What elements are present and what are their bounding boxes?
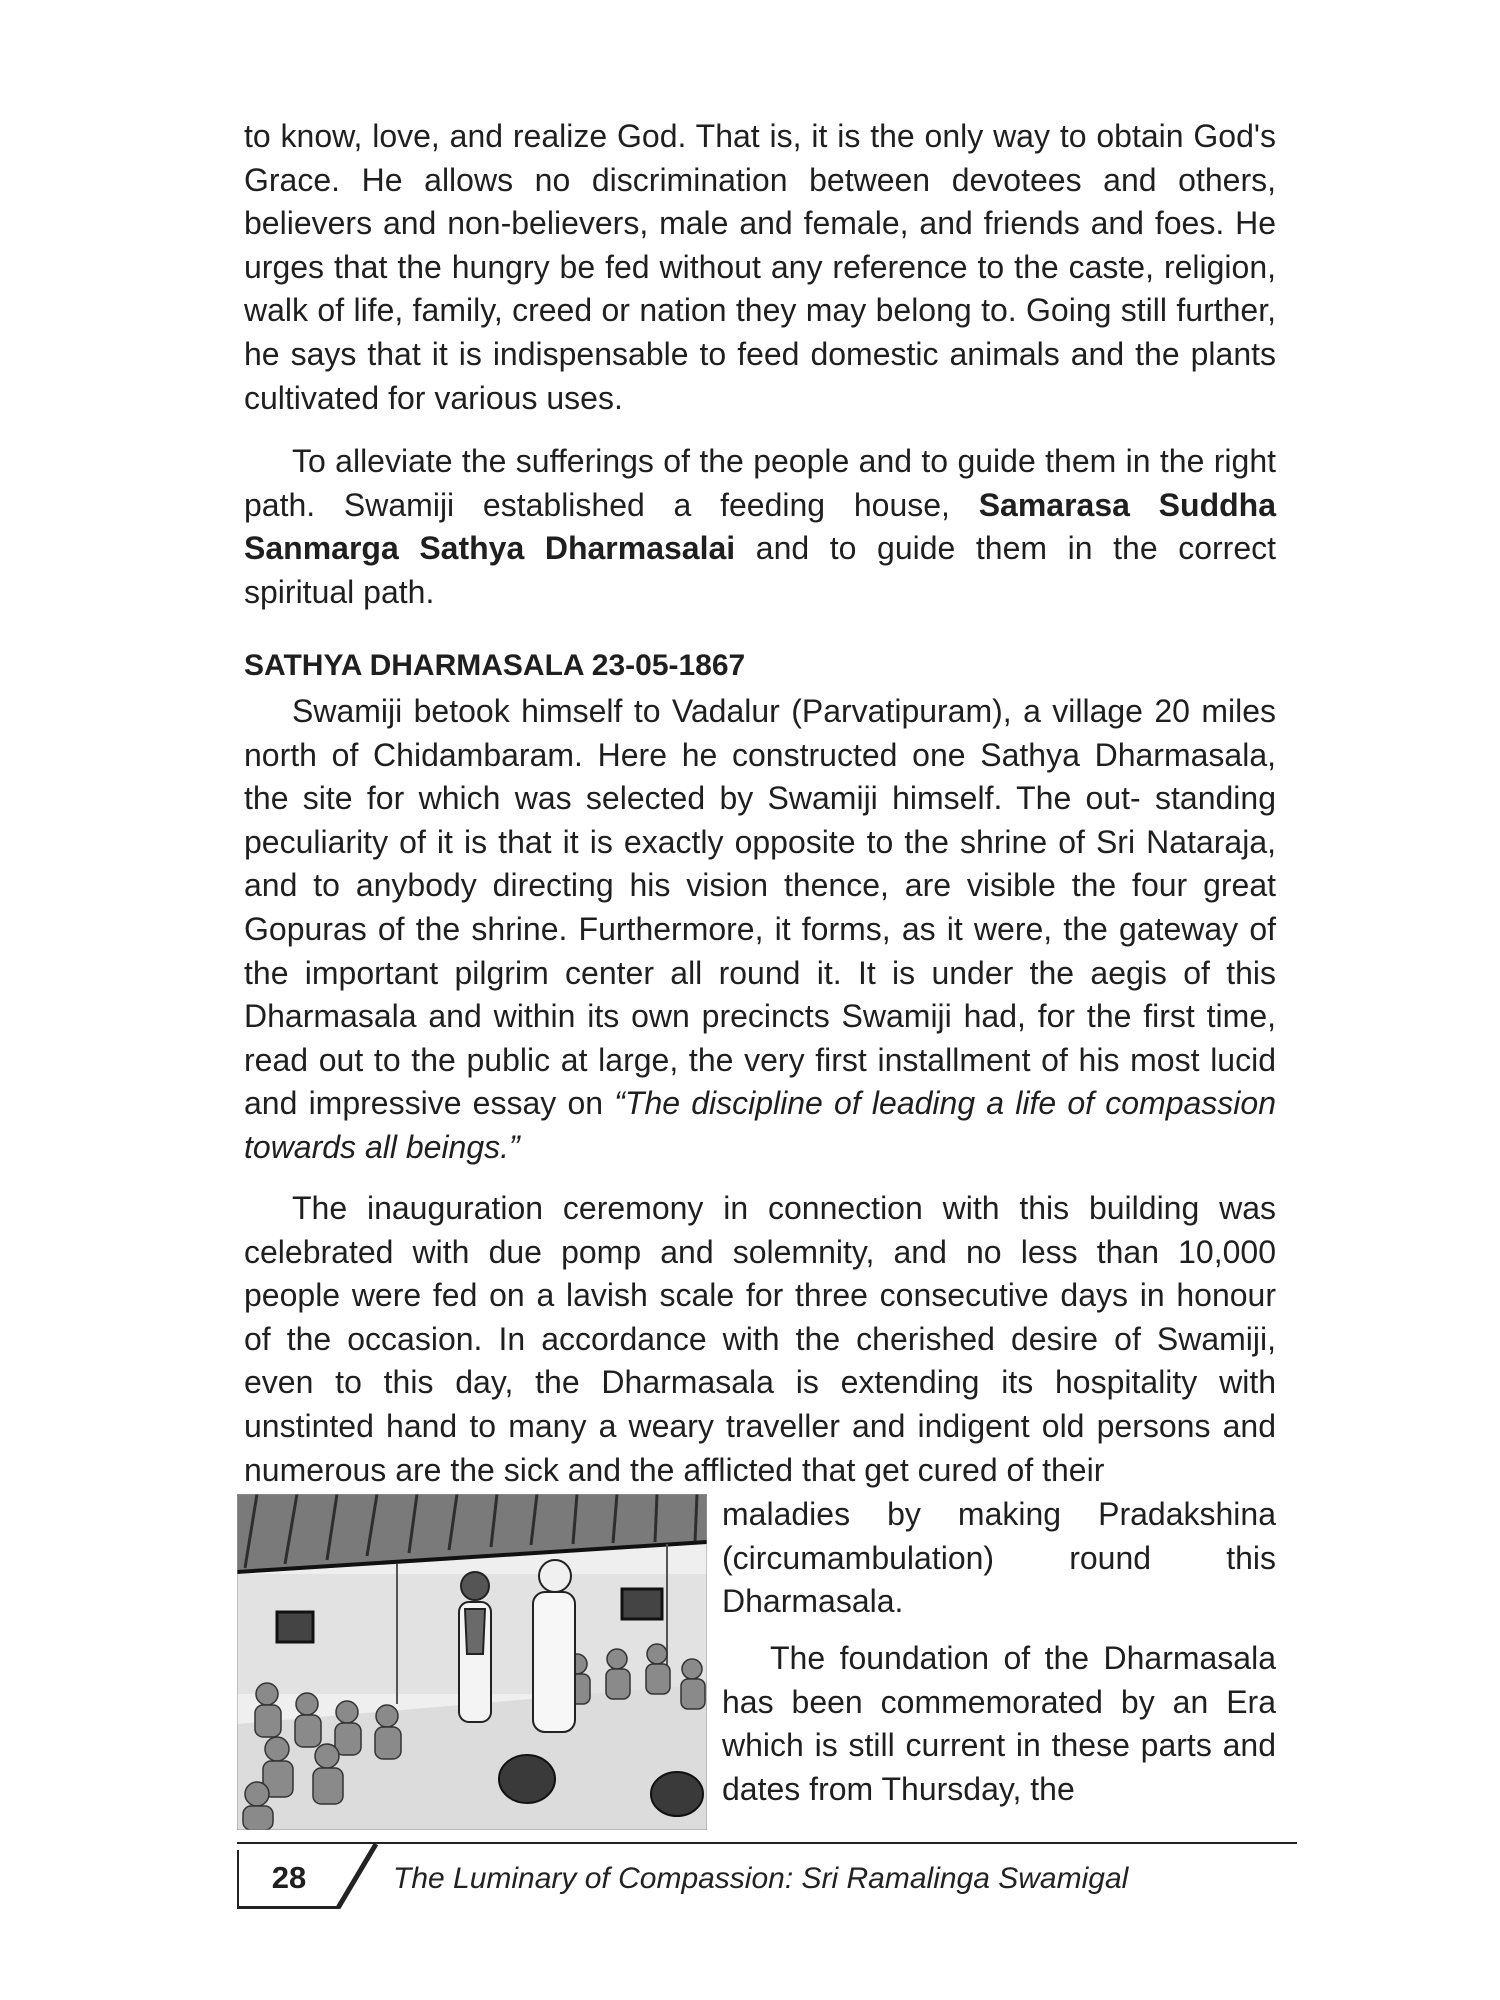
essay-title: “The discipline of leading a life of compassion towards all beings.” xyxy=(244,1085,1277,1165)
footer-rule xyxy=(237,1842,1297,1844)
paragraph-3-start: Swamiji betook himself to Vadalur (Parvatipuram), a village 20 miles north of Chidambaram. Here he constructed one Sathya Dharmasala, the site for which was selected by Swamiji himself. The out- standing peculiarity of it is that it is exactly opposite to the shrine of Sri Nataraja, and to anybody directing his vision thence, are visible the four great Gopuras of the shrine. Furthermore, it forms, as it were, the gateway of the important pilgrim center all round it. It is under the aegis of this Dharmasala and within its own precincts Swamiji had, for the first time, read out to the public at large, the very first installment of his most lucid and impressive essay on xyxy=(244,693,1276,1122)
paragraph-2 xyxy=(244,440,1276,614)
paragraph-2-end: and to guide them in the correct spiritual path. xyxy=(244,530,1277,610)
paragraph-6: The foundation of the Dharmasala has been commemorated by an Era which is still current in these parts and dates from Thursday, the xyxy=(722,1640,1276,1807)
dharmasalai-name: Samarasa Suddha Sanmarga Sathya Dharmasalai xyxy=(244,486,1277,567)
paragraph-4: The inauguration ceremony in connection with this building was celebrated with due pomp and solemnity, and no less than 10,000 people were fed on a lavish scale for three consecutive days in honour of the occasion. In accordance with the cherished desire of Swamiji, even to this day, the Dharmasala is extending its hospitality with unstinted hand to many a weary traveller and indigent old persons and numerous are the sick and the afflicted that get cured of their xyxy=(244,1190,1276,1488)
footer-book-title: The Luminary of Compassion: Sri Ramalinga Swamigal xyxy=(393,1862,1129,1895)
footer-slash-icon xyxy=(330,1842,380,1912)
dharmasala-feeding-illustration xyxy=(237,1494,707,1830)
page-number: 28 xyxy=(237,1850,339,1909)
paragraph-5: maladies by making Pradakshina (circumambulation) round this Dharmasala. xyxy=(722,1496,1276,1620)
paragraph-3 xyxy=(244,690,1276,1170)
paragraph-1: to know, love, and realize God. That is, it is the only way to obtain God's Grace. He allows no discrimination between devotees and others, believers and non-believers, male and female, and friends and foes. He urges that the hungry be fed without any reference to the caste, religion, walk of life, family, creed or nation they may belong to. Going still further, he says that it is indispensable to feed domestic animals and the plants cultivated for various uses. xyxy=(244,118,1276,416)
paragraph-2-start: To alleviate the sufferings of the people and to guide them in the right path. Swamiji established a feeding house, xyxy=(244,443,1276,523)
section-heading: SATHYA DHARMASALA 23-05-1867 xyxy=(244,649,746,682)
